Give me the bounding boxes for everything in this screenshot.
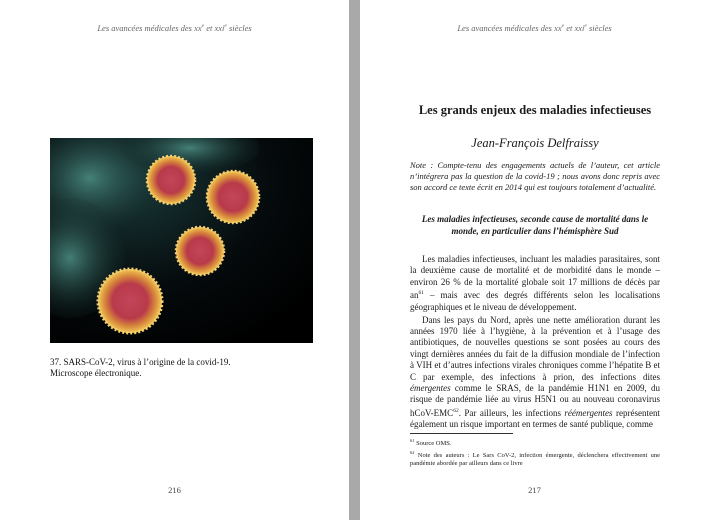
footnote-separator bbox=[410, 433, 513, 434]
virus-micrograph bbox=[50, 138, 313, 343]
running-head-end: siècles bbox=[586, 23, 612, 33]
figure-caption bbox=[50, 357, 320, 379]
paragraph-text: – mais avec des degrés différents selon les localisations géographiques et le niveau de développement. bbox=[410, 290, 660, 312]
paragraph-text: Dans les pays du Nord, après une nette amélioration durant les années 1970 liée à l’hygiène, à la prévention et à l’usage des antibiotiques, de nouvelles questions se sont posées au cours des vingt dernières années du fait de la diffusion mondiale de l’infection à VIH et d’autres infections virales chroniques comme l’hépatite B et C par exemple, des infections à prion, des infections dites bbox=[410, 314, 660, 382]
running-head-sup: e bbox=[224, 23, 227, 30]
footnote-number: 62 bbox=[410, 449, 415, 455]
article-author: Jean-François Delfraissy bbox=[471, 136, 599, 150]
footnote-text: Source OMS. bbox=[414, 440, 452, 448]
footnote-number: 61 bbox=[410, 438, 415, 443]
article-title: Les grands enjeux des maladies infectieuses bbox=[418, 103, 652, 117]
running-head-sup: e bbox=[561, 23, 565, 30]
running-head-text: Les avancées médicales des bbox=[457, 23, 555, 33]
caption-line: Microscope électronique. bbox=[50, 368, 142, 378]
emphasis: réémergentes bbox=[564, 407, 613, 418]
paragraph-text: . Par ailleurs, les infections bbox=[458, 407, 565, 418]
running-head-left bbox=[0, 23, 349, 33]
paragraph-text: représentent également un risque important en termes de santé publique, comme bbox=[410, 407, 660, 430]
page-number-right: 217 bbox=[528, 485, 541, 495]
caption-line: 37. SARS-CoV-2, virus à l’origine de la covid-19. bbox=[50, 357, 231, 367]
running-head-century: xx bbox=[194, 23, 202, 33]
running-head-sup: e bbox=[201, 23, 205, 30]
footnotes bbox=[410, 437, 660, 469]
virus-particle bbox=[98, 269, 162, 333]
running-head-century: xxi bbox=[574, 23, 585, 33]
running-head-end: siècles bbox=[226, 23, 252, 33]
paragraph-text: comme le SRAS, de la pandémie H1N1 en 2009, du risque de pandémie liée au virus H5N1 ou au nouveau coronavirus hCoV-EMC bbox=[410, 382, 660, 418]
paragraph bbox=[410, 254, 660, 313]
running-head-and: et bbox=[204, 23, 215, 33]
editor-note: Note : Compte-tenu des engagements actuels de l’auteur, cet article n’intégrera pas la question de la covid-19 ; nous avons donc repris avec son accord ce texte écrit en 2014 qui est toujours totalement d’actualité. bbox=[410, 160, 660, 192]
running-head-text: Les avancées médicales des bbox=[97, 23, 195, 33]
running-head-century: xxi bbox=[214, 23, 225, 33]
footnote bbox=[410, 449, 660, 469]
running-head-century: xx bbox=[554, 23, 562, 33]
emphasis: émergentes bbox=[410, 382, 451, 393]
virus-particle bbox=[176, 227, 224, 275]
footnote-text: Note des auteurs : Le Sars CoV-2, infection émergente, déclenchera effectivement une pandémie abordée par ailleurs dans ce livre bbox=[410, 451, 660, 468]
article-body bbox=[410, 254, 660, 432]
running-head-sup: e bbox=[584, 23, 587, 30]
virus-particle bbox=[207, 171, 259, 223]
footnote-ref: 61 bbox=[418, 290, 424, 297]
running-head-and: et bbox=[564, 23, 575, 33]
footnote bbox=[410, 437, 660, 449]
paragraph bbox=[410, 315, 660, 431]
virus-particle bbox=[147, 156, 195, 204]
section-heading: Les maladies infectieuses, seconde cause de mortalité dans le monde, en particulier dans l’hémisphère Sud bbox=[421, 214, 649, 236]
running-head-right bbox=[360, 23, 709, 33]
paragraph-text: Les maladies infectieuses, incluant les maladies parasitaires, sont la deuxième cause de mortalité et de morbidité dans le monde – environ 26 % de la mortalité globale soit 17 millions de décès par an bbox=[410, 254, 660, 301]
footnote-ref: 62 bbox=[453, 407, 459, 414]
page-number-left: 216 bbox=[168, 485, 181, 495]
